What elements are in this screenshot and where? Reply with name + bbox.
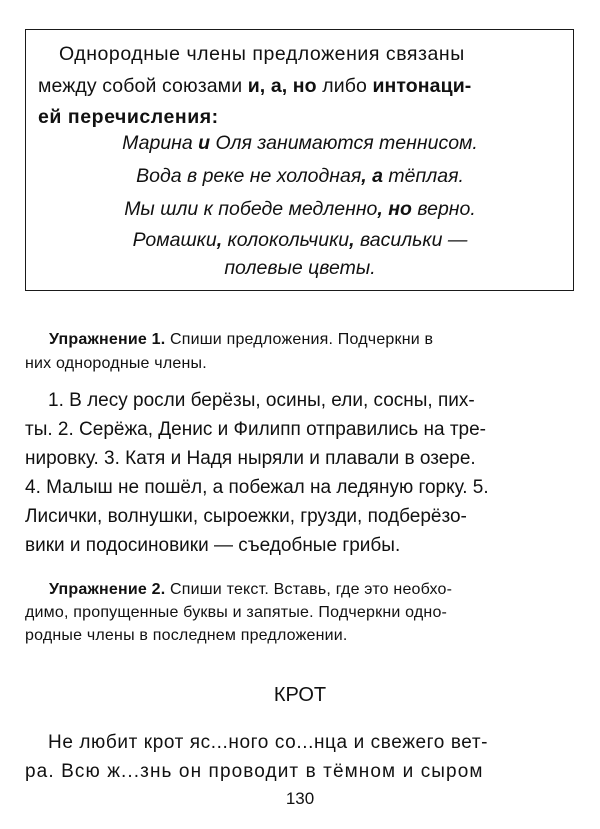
example-text: колокольчики [222,229,350,251]
example-conjunction: , а [361,165,383,187]
exercise2-task: Спиши текст. Вставь, где это необхо- [165,581,453,598]
example-text: верно. [411,198,476,220]
example-text: тёплая. [382,165,464,187]
rule-line-3 [38,106,219,129]
exercise1-body-line: 4. Малыш не пошёл, а побежал на ледяную горку. 5. [25,477,489,498]
intonation-bold: интонаци- [372,75,472,97]
example-text: Вода в реке не холодная [136,165,362,187]
exercise1-task-line1 [49,331,433,349]
exercise1-body-line: 1. В лесу росли берёзы, осины, ели, сосны, пих- [48,390,475,411]
exercise1-body-line: Лисички, волнушки, сыроежки, грузди, подберёзо- [25,506,467,527]
exercise2-task-line2: димо, пропущенные буквы и запятые. Подчеркни одно- [25,604,448,621]
exercise1-task: Спиши предложения. Подчеркни в [165,331,434,348]
example-1 [0,132,600,155]
example-text: Ромашки [132,229,217,251]
exercise1-body-line: вики и подосиновики — съедобные грибы. [25,535,401,556]
example-text: полевые цветы. [224,257,376,279]
example-conjunction: и [198,132,211,154]
exercise1-task-line2 [25,355,207,373]
example-5 [0,257,600,280]
intonation-bold: ей перечисления: [38,106,219,128]
example-comma: , [216,229,223,251]
example-comma: , [349,229,355,251]
example-text: васильки — [354,229,468,251]
example-text: Марина [122,132,199,154]
exercise2-label: Упражнение 2. [49,581,166,598]
page-number: 130 [285,789,315,808]
exercise1-body-line: ты. 2. Серёжа, Денис и Филипп отправились на тре- [25,419,486,440]
rule-line-2 [38,75,471,98]
exercise2-body-line: Не любит крот яс...ного со...нца и свежего вет- [48,732,489,753]
example-conjunction: , но [377,198,412,220]
rule-text: Однородные члены предложения связаны [59,43,465,65]
exercise1-task: них однородные члены. [25,355,207,372]
exercise2-task-line1 [49,581,452,599]
exercise2-body-line: ра. Всю ж...знь он проводит в тёмном и сыром [25,761,484,782]
exercise2-task-line3: родные члены в последнем предложении. [25,627,348,644]
rule-text: между собой союзами [38,75,248,97]
example-4 [0,229,600,252]
example-text: Оля занимаются теннисом. [210,132,478,154]
rule-line-1 [59,43,465,66]
example-3 [0,198,600,221]
exercise1-body-line: нировку. 3. Катя и Надя ныряли и плавали в озере. [25,448,476,469]
exercise1-label: Упражнение 1. [49,331,166,348]
text-title: КРОТ [273,684,327,706]
example-2 [0,165,600,188]
rule-text: либо [316,75,373,97]
example-text: Мы шли к победе медленно [124,198,378,220]
conjunctions-bold: и, а, но [247,75,317,97]
